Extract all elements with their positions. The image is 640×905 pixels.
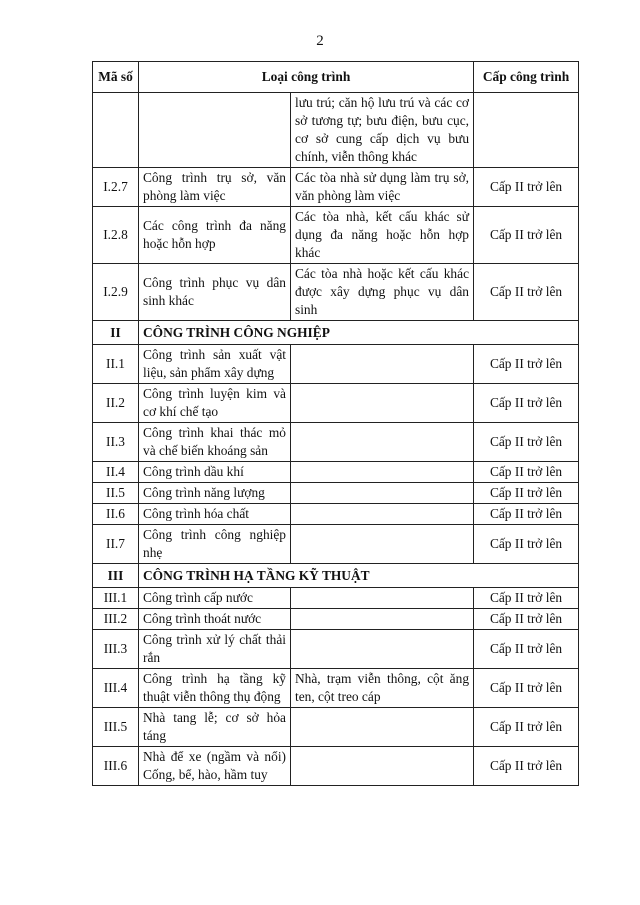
row-level: Cấp II trở lên [474,525,579,564]
row-type-name: Công trình cấp nước [139,588,291,609]
table-row [93,462,579,483]
table-row [93,93,579,168]
row-level: Cấp II trở lên [474,384,579,423]
row-description: Các tòa nhà, kết cấu khác sử dụng đa năng hoặc hỗn hợp khác [291,207,474,264]
section-code: III [93,564,139,588]
row-description: lưu trú; căn hộ lưu trú và các cơ sở tương tự; bưu điện, bưu cục, cơ sở cung cấp dịch vụ bưu chính, viễn thông khác [291,93,474,168]
row-code: III.3 [93,630,139,669]
row-description [291,747,474,786]
row-level: Cấp II trở lên [474,588,579,609]
row-code: III.6 [93,747,139,786]
row-type-name [139,93,291,168]
row-code: III.1 [93,588,139,609]
row-code: I.2.7 [93,168,139,207]
row-level: Cấp II trở lên [474,423,579,462]
section-row [93,321,579,345]
table-row [93,504,579,525]
row-level: Cấp II trở lên [474,345,579,384]
row-level: Cấp II trở lên [474,708,579,747]
row-type-name: Công trình hạ tầng kỹ thuật viễn thông thụ động [139,669,291,708]
section-title: CÔNG TRÌNH CÔNG NGHIỆP [139,321,579,345]
row-type-name: Công trình dầu khí [139,462,291,483]
table-row [93,708,579,747]
table-row [93,345,579,384]
row-type-name: Công trình trụ sở, văn phòng làm việc [139,168,291,207]
row-code: II.3 [93,423,139,462]
row-level: Cấp II trở lên [474,168,579,207]
row-type-name: Công trình khai thác mỏ và chế biến khoáng sản [139,423,291,462]
row-type-name: Công trình hóa chất [139,504,291,525]
row-description [291,525,474,564]
row-description: Các tòa nhà hoặc kết cấu khác được xây dựng phục vụ dân sinh [291,264,474,321]
row-code: II.6 [93,504,139,525]
row-level: Cấp II trở lên [474,669,579,708]
header-level: Cấp công trình [474,62,579,93]
row-description [291,462,474,483]
row-level [474,93,579,168]
row-type-name: Công trình sản xuất vật liệu, sản phẩm xây dựng [139,345,291,384]
header-type: Loại công trình [139,62,474,93]
row-description [291,609,474,630]
table-row [93,525,579,564]
row-type-name: Công trình năng lượng [139,483,291,504]
section-code: II [93,321,139,345]
row-type-name: Nhà tang lễ; cơ sở hỏa táng [139,708,291,747]
row-level: Cấp II trở lên [474,207,579,264]
table-row [93,207,579,264]
row-description [291,483,474,504]
row-description: Các tòa nhà sử dụng làm trụ sở, văn phòng làm việc [291,168,474,207]
row-level: Cấp II trở lên [474,504,579,525]
row-code [93,93,139,168]
table-row [93,609,579,630]
row-level: Cấp II trở lên [474,264,579,321]
row-level: Cấp II trở lên [474,747,579,786]
header-code: Mã số [93,62,139,93]
row-description [291,708,474,747]
row-description [291,345,474,384]
row-code: III.2 [93,609,139,630]
table-row [93,483,579,504]
table-body [93,93,579,786]
section-title: CÔNG TRÌNH HẠ TẦNG KỸ THUẬT [139,564,579,588]
row-code: II.5 [93,483,139,504]
row-level: Cấp II trở lên [474,630,579,669]
row-type-name: Công trình luyện kim và cơ khí chế tạo [139,384,291,423]
table-row [93,669,579,708]
construction-classification-table [92,61,579,786]
row-description [291,630,474,669]
row-type-name: Công trình phục vụ dân sinh khác [139,264,291,321]
page-number: 2 [316,33,324,49]
row-code: I.2.8 [93,207,139,264]
table-row [93,168,579,207]
row-description [291,423,474,462]
row-code: II.7 [93,525,139,564]
row-code: II.2 [93,384,139,423]
table-row [93,423,579,462]
row-type-name: Công trình thoát nước [139,609,291,630]
row-code: II.1 [93,345,139,384]
row-code: III.5 [93,708,139,747]
row-description [291,504,474,525]
row-code: II.4 [93,462,139,483]
table-row [93,630,579,669]
table-row [93,264,579,321]
row-description [291,588,474,609]
row-type-name: Công trình công nghiệp nhẹ [139,525,291,564]
row-code: III.4 [93,669,139,708]
table-row [93,384,579,423]
row-type-name: Công trình xử lý chất thải rắn [139,630,291,669]
table-row [93,588,579,609]
row-level: Cấp II trở lên [474,483,579,504]
section-row [93,564,579,588]
row-description: Nhà, trạm viễn thông, cột ăng ten, cột treo cáp [291,669,474,708]
row-description [291,384,474,423]
row-level: Cấp II trở lên [474,609,579,630]
row-level: Cấp II trở lên [474,462,579,483]
row-type-name: Các công trình đa năng hoặc hỗn hợp [139,207,291,264]
row-type-name: Nhà để xe (ngầm và nổi) Cống, bể, hào, hầm tuy [139,747,291,786]
table-row [93,747,579,786]
table-header-row [93,62,579,93]
row-code: I.2.9 [93,264,139,321]
